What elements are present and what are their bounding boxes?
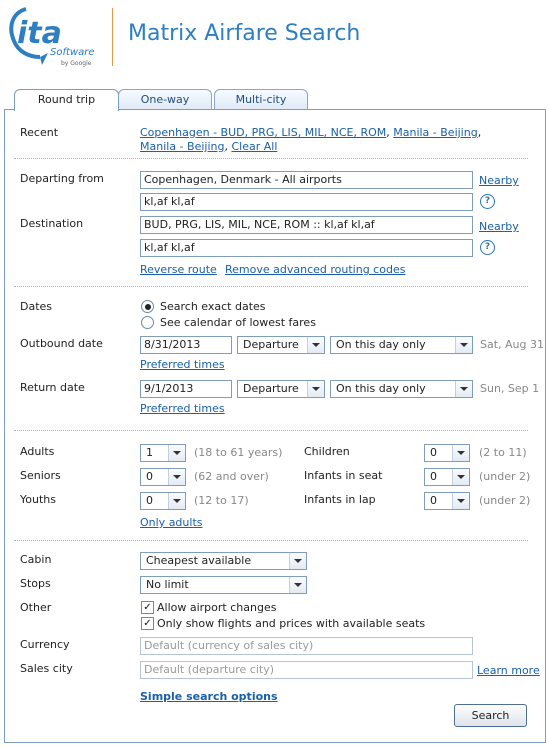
allow-airport-changes-checkbox[interactable]: ✓: [141, 601, 154, 614]
header-divider: [112, 8, 113, 66]
search-button[interactable]: Search: [454, 704, 527, 727]
exact-dates-radio[interactable]: [141, 300, 154, 313]
infants-lap-select[interactable]: [424, 492, 470, 510]
reverse-route-link[interactable]: Reverse route: [140, 263, 217, 276]
recent-label: Recent: [20, 126, 59, 139]
infants-lap-label: Infants in lap: [304, 493, 376, 506]
other-label: Other: [20, 601, 52, 614]
infants-seat-select[interactable]: [424, 468, 470, 486]
remove-routing-codes-link[interactable]: Remove advanced routing codes: [225, 263, 406, 276]
seniors-select[interactable]: [140, 468, 186, 486]
seniors-value: 0: [146, 470, 153, 483]
return-window-value: On this day only: [336, 382, 426, 395]
outbound-time-type-select[interactable]: [237, 336, 325, 354]
divider: [14, 540, 528, 541]
outbound-window-select[interactable]: [330, 336, 473, 354]
cabin-value: Cheapest available: [146, 554, 252, 567]
youths-value: 0: [146, 494, 153, 507]
outbound-date-label: Outbound date: [20, 337, 103, 350]
return-date-input[interactable]: 9/1/2013: [140, 380, 232, 398]
infants-seat-label: Infants in seat: [304, 469, 383, 482]
recent-link-manila-1[interactable]: Manila - Beijing: [393, 126, 478, 139]
allow-airport-changes-label: Allow airport changes: [157, 601, 277, 614]
available-seats-label: Only show flights and prices with available seats: [157, 617, 426, 630]
recent-searches: Copenhagen - BUD, PRG, LIS, MIL, NCE, ROM, Manila - Beijing,: [140, 126, 482, 139]
recent-link-copenhagen[interactable]: Copenhagen - BUD, PRG, LIS, MIL, NCE, ROM: [140, 126, 387, 139]
currency-label: Currency: [20, 638, 70, 651]
stops-select[interactable]: [140, 576, 307, 594]
destination-routing-codes-input[interactable]: kl,af kl,af: [140, 239, 473, 257]
infants-seat-value: 0: [430, 470, 437, 483]
return-time-type-select[interactable]: [237, 380, 325, 398]
destination-nearby-link[interactable]: Nearby: [479, 220, 519, 233]
chevron-down-icon: [455, 381, 472, 397]
return-date-label: Return date: [20, 381, 85, 394]
available-seats-checkbox[interactable]: ✓: [141, 617, 154, 630]
return-time-type-value: Departure: [243, 382, 299, 395]
departing-from-label: Departing from: [20, 172, 104, 185]
departing-from-input[interactable]: Copenhagen, Denmark - All airports: [140, 171, 473, 189]
clear-all-link[interactable]: Clear All: [231, 140, 278, 153]
chevron-down-icon: [307, 337, 324, 353]
chevron-down-icon: [289, 577, 306, 593]
chevron-down-icon: [307, 381, 324, 397]
chevron-down-icon: [452, 445, 469, 461]
help-icon[interactable]: ?: [480, 240, 495, 255]
outbound-window-value: On this day only: [336, 338, 426, 351]
infants-seat-note: (under 2): [479, 470, 531, 483]
calendar-fares-radio[interactable]: [141, 316, 154, 329]
cabin-select[interactable]: [140, 552, 307, 570]
divider: [14, 158, 528, 159]
seniors-note: (62 and over): [194, 470, 269, 483]
destination-label: Destination: [20, 217, 84, 230]
simple-search-options-link[interactable]: Simple search options: [140, 690, 278, 703]
chevron-down-icon: [455, 337, 472, 353]
departing-nearby-link[interactable]: Nearby: [479, 174, 519, 187]
chevron-down-icon: [289, 553, 306, 569]
chevron-down-icon: [168, 445, 185, 461]
destination-input[interactable]: BUD, PRG, LIS, MIL, NCE, ROM :: kl,af kl,af: [140, 216, 473, 234]
sales-city-input[interactable]: Default (departure city): [140, 661, 473, 679]
dates-label: Dates: [20, 300, 53, 313]
seniors-label: Seniors: [20, 469, 61, 482]
children-select[interactable]: [424, 444, 470, 462]
header: [0, 0, 549, 80]
stops-label: Stops: [20, 577, 51, 590]
cabin-label: Cabin: [20, 553, 52, 566]
recent-searches-line2: Manila - Beijing, Clear All: [140, 140, 278, 153]
learn-more-link[interactable]: Learn more: [477, 664, 540, 677]
divider: [14, 430, 528, 431]
return-preferred-times-link[interactable]: Preferred times: [140, 402, 225, 415]
children-label: Children: [304, 445, 350, 458]
chevron-down-icon: [452, 493, 469, 509]
chevron-down-icon: [168, 493, 185, 509]
exact-dates-label: Search exact dates: [160, 300, 266, 313]
outbound-day-label: Sat, Aug 31: [480, 338, 545, 351]
tab-multi-city[interactable]: Multi-city: [214, 89, 308, 110]
adults-select[interactable]: [140, 444, 186, 462]
adults-note: (18 to 61 years): [194, 446, 283, 459]
outbound-preferred-times-link[interactable]: Preferred times: [140, 358, 225, 371]
youths-label: Youths: [20, 493, 56, 506]
page-title: Matrix Airfare Search: [128, 21, 361, 46]
svg-text:ita: ita: [17, 16, 62, 51]
only-adults-link[interactable]: Only adults: [140, 516, 203, 529]
return-window-select[interactable]: [330, 380, 473, 398]
help-icon[interactable]: ?: [480, 194, 495, 209]
svg-text:by Google: by Google: [61, 60, 92, 67]
tab-one-way[interactable]: One-way: [118, 89, 212, 110]
youths-note: (12 to 17): [194, 494, 249, 507]
children-note: (2 to 11): [479, 446, 527, 459]
svg-text:Software: Software: [50, 47, 95, 58]
infants-lap-value: 0: [430, 494, 437, 507]
sales-city-label: Sales city: [20, 662, 73, 675]
outbound-date-input[interactable]: 8/31/2013: [140, 336, 232, 354]
chevron-down-icon: [452, 469, 469, 485]
divider: [14, 286, 528, 287]
outbound-time-type-value: Departure: [243, 338, 299, 351]
ita-software-logo: [4, 3, 100, 71]
tab-round-trip[interactable]: Round trip: [14, 89, 119, 111]
currency-input[interactable]: Default (currency of sales city): [140, 637, 473, 655]
children-value: 0: [430, 446, 437, 459]
youths-select[interactable]: [140, 492, 186, 510]
adults-label: Adults: [20, 445, 55, 458]
recent-link-manila-2[interactable]: Manila - Beijing: [140, 140, 225, 153]
chevron-down-icon: [168, 469, 185, 485]
calendar-fares-label: See calendar of lowest fares: [160, 316, 316, 329]
stops-value: No limit: [146, 578, 189, 591]
departing-routing-codes-input[interactable]: kl,af kl,af: [140, 193, 473, 211]
return-day-label: Sun, Sep 1: [480, 382, 540, 395]
adults-value: 1: [146, 446, 153, 459]
infants-lap-note: (under 2): [479, 494, 531, 507]
